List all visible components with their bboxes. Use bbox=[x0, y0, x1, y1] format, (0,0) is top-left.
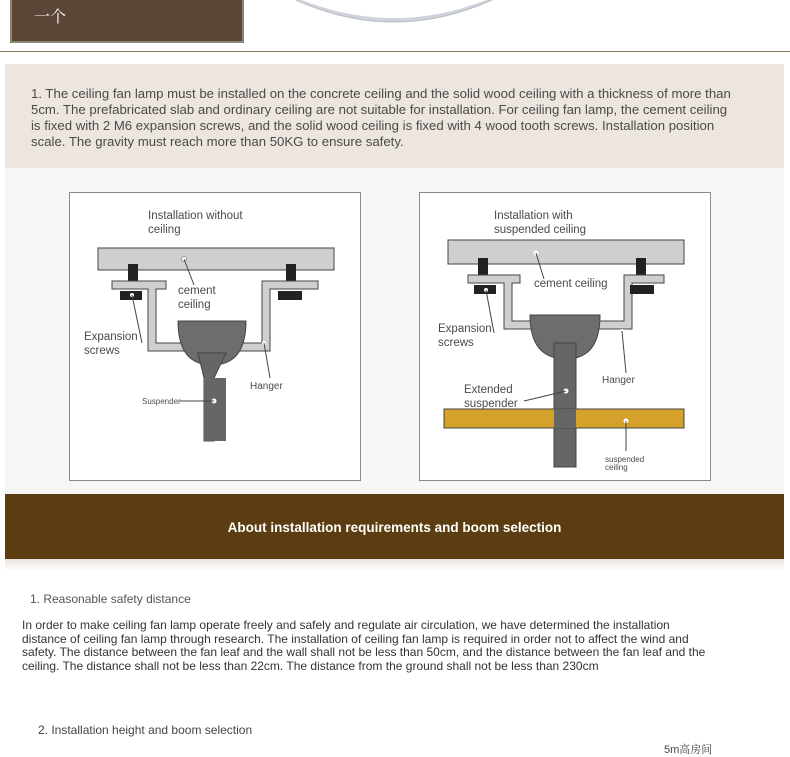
diagram-without-ceiling bbox=[69, 192, 361, 481]
banner-shadow bbox=[5, 559, 784, 571]
top-divider bbox=[0, 51, 790, 52]
left-title-line2: ceiling bbox=[148, 224, 181, 236]
left-cement-line2: ceiling bbox=[178, 299, 211, 311]
right-expansion-line1: Expansion bbox=[438, 323, 492, 335]
left-hanger-label: Hanger bbox=[250, 381, 283, 392]
right-suspended-line2: ceiling bbox=[605, 463, 628, 472]
right-title-line2: suspended ceiling bbox=[494, 224, 587, 236]
room-height-label: 5m高房间 bbox=[664, 744, 713, 756]
header-tab-text: 一个 bbox=[34, 9, 67, 26]
left-expansion-line2: screws bbox=[84, 345, 120, 357]
section-banner bbox=[5, 494, 784, 559]
right-suspended-line1: suspended bbox=[605, 455, 645, 464]
left-cement-line1: cement bbox=[178, 285, 216, 297]
right-expansion-line2: screws bbox=[438, 337, 474, 349]
intro-box bbox=[5, 64, 784, 168]
intro-text: 1. The ceiling fan lamp must be installed on the concrete ceiling and the solid wood ceiling with a thickness of more than 5cm. The prefabricated slab and ordinary ceiling are not suitable for installation. For ceiling fan lamp, the cement ceiling is fixed with 2 M6 expansion screws, and the solid wood ceiling is fixed with 4 wood tooth screws. Installation position scale. The gravity must reach more than 50KG to ensure safety. bbox=[31, 86, 731, 149]
left-suspender-label: Suspender bbox=[142, 397, 181, 406]
right-hanger-label: Hanger bbox=[602, 375, 635, 386]
height-boom-heading: 2. Installation height and boom selection bbox=[38, 723, 253, 737]
section-banner-title: About installation requirements and boom selection bbox=[227, 520, 562, 535]
lamp-image-edge bbox=[296, 0, 492, 28]
diagram-with-suspended-ceiling bbox=[419, 192, 711, 481]
right-cement-label: cement ceiling bbox=[534, 278, 608, 290]
left-expansion-line1: Expansion bbox=[84, 331, 138, 343]
right-title-line1: Installation with bbox=[494, 210, 573, 222]
right-extended-line1: Extended bbox=[464, 384, 513, 396]
header-tab bbox=[10, 0, 244, 43]
top-strip bbox=[0, 0, 790, 52]
safety-distance-text: In order to make ceiling fan lamp operate freely and safely and regulate air circulation, we have determined the installation distance of ceiling fan lamp through research. The installation of ceiling fan lamp is required in order not to affect the wind and safety. The distance between the fan leaf and the wall shall not be less than 50cm, and the distance between the fan leaf and the ceiling. The distance shall not be less than 22cm. The distance from the ground shall not be less than 230cm bbox=[22, 618, 706, 673]
diagram-area bbox=[5, 168, 784, 496]
safety-distance-heading: 1. Reasonable safety distance bbox=[30, 592, 191, 606]
right-extended-line2: suspender bbox=[464, 398, 518, 410]
left-title-line1: Installation without bbox=[148, 210, 243, 222]
